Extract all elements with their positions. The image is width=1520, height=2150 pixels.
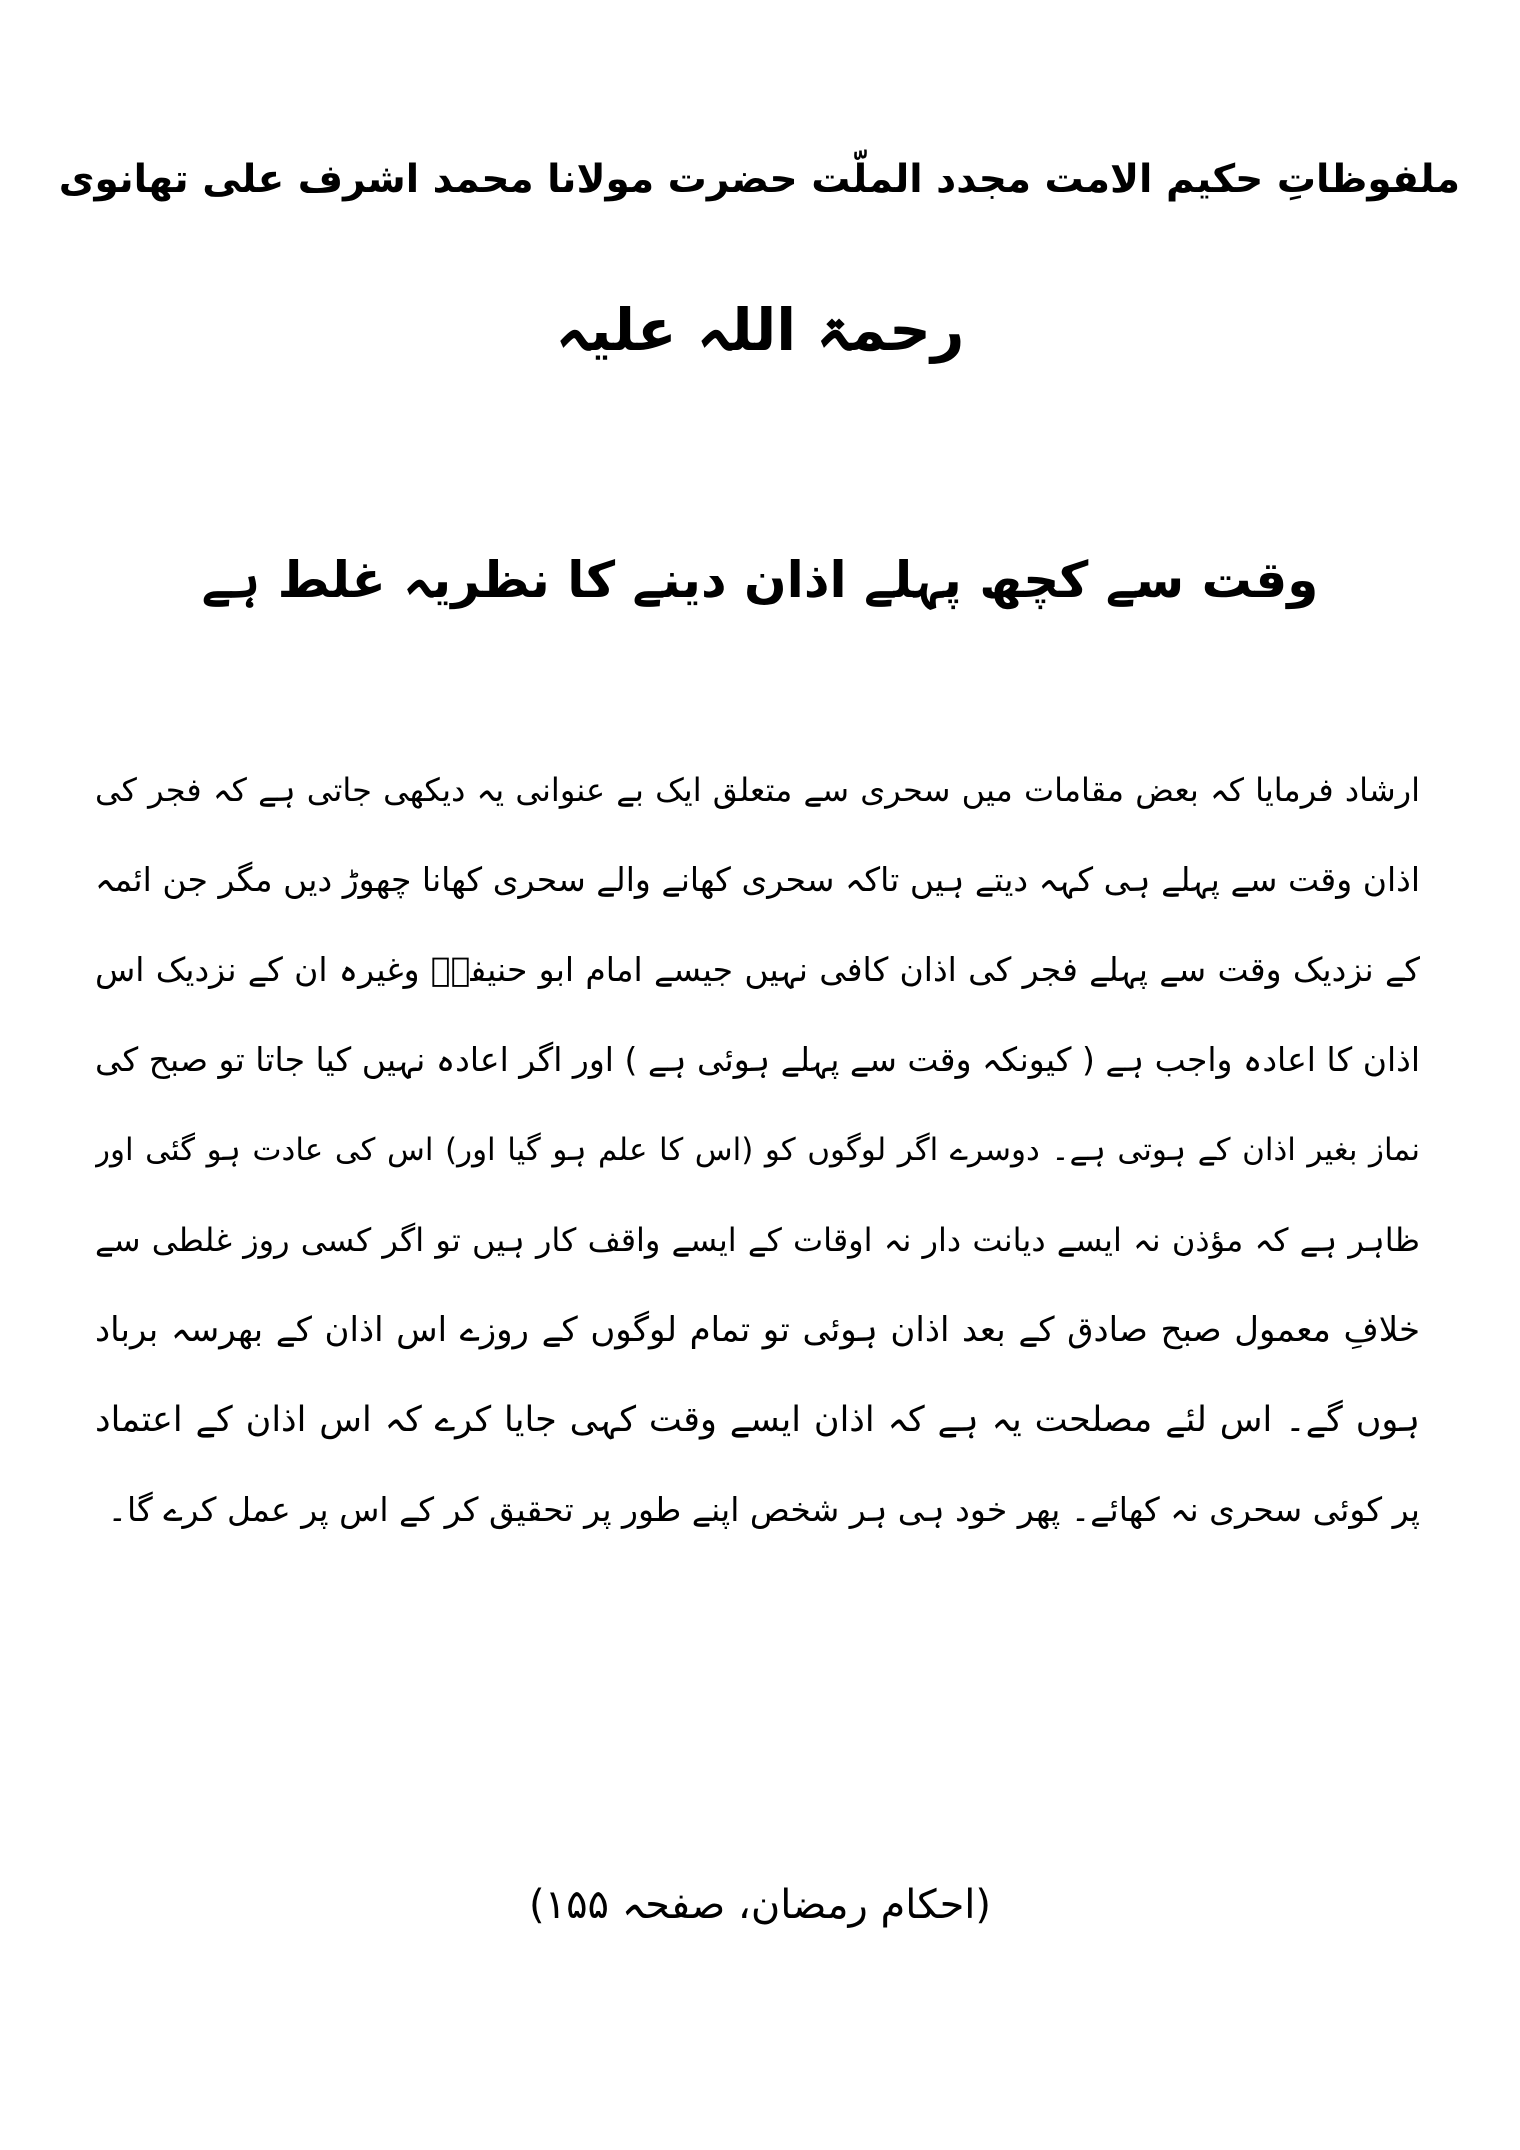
body-line: ارشاد فرمایا کہ بعض مقامات میں سحری سے متعلق ایک بے عنوانی یہ دیکھی جاتی ہے کہ فجر کی [95,771,1420,809]
body-line: ظاہر ہے کہ مؤذن نہ ایسے دیانت دار نہ اوقات کے ایسے واقف کار ہیں تو اگر کسی روز غلطی سے [95,1221,1420,1259]
body-line: خلافِ معمول صبح صادق کے بعد اذان ہوئی تو تمام لوگوں کے روزے اس اذان کے بھرسہ برباد [95,1310,1420,1350]
body-line: اذان وقت سے پہلے ہی کہہ دیتے ہیں تاکہ سحری کھانے والے سحری کھانا چھوڑ دیں مگر جن ائمہ [95,860,1420,899]
body-line: پر کوئی سحری نہ کھائے۔ پھر خود ہی ہر شخص اپنے طور پر تحقیق کر کے اس پر عمل کرے گا۔ [107,1490,1420,1529]
body-paragraph [95,745,1420,1555]
page-title-honorific: رحمۃ اللہ علیہ [555,296,965,364]
body-line: اذان کا اعادہ واجب ہے ( کیونکہ وقت سے پہلے ہوئی ہے ) اور اگر اعادہ نہیں کیا جاتا تو صبح کی [95,1040,1420,1079]
body-line: کے نزدیک وقت سے پہلے فجر کی اذان کافی نہیں جیسے امام ابو حنیفہؒ وغیرہ ان کے نزدیک اس [95,950,1420,989]
body-line: ہوں گے۔ اس لئے مصلحت یہ ہے کہ اذان ایسے وقت کہی جایا کرے کہ اس اذان کے اعتماد [95,1400,1420,1440]
source-citation: (احکام رمضان، صفحہ ۱۵۵) [528,1882,992,1928]
section-heading: وقت سے کچھ پہلے اذان دینے کا نظریہ غلط ہے [201,551,1319,609]
page-title: ملفوظاتِ حکیم الامت مجدد الملّت حضرت مولانا محمد اشرف علی تھانوی [58,157,1460,202]
body-line: نماز بغیر اذان کے ہوتی ہے۔ دوسرے اگر لوگوں کو (اس کا علم ہو گیا اور) اس کی عادت ہو گئی اور [95,1132,1420,1168]
